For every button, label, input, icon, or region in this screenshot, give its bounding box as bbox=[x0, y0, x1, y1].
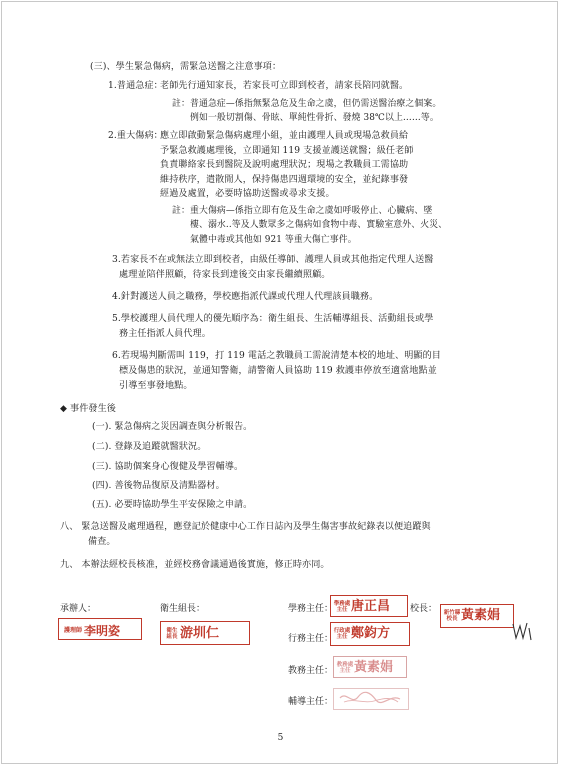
item5-line1: 5.學校護理人員代理人的優先順序為：衛生組長、生活輔導組長、活動組長或學 bbox=[112, 314, 434, 324]
principal-label: 校長： bbox=[410, 604, 438, 614]
item4-line1: 4.針對護送人員之職務，學校應指派代課或代理人代理該員職務。 bbox=[112, 292, 379, 302]
organizer-stamp-title: 護理師 bbox=[63, 626, 82, 634]
counseling-stamp bbox=[333, 688, 409, 710]
item2-line5: 經過及處置，必要時協助送醫或尋求支援。 bbox=[160, 189, 335, 199]
admin-affairs-stamp-name: 鄭鈞方 bbox=[351, 625, 391, 641]
item2-line3: 負責聯絡家長到醫院及說明處理狀況；現場之教職員工需協助 bbox=[160, 160, 409, 170]
organizer-stamp bbox=[58, 618, 142, 640]
item2-note-line3: 氣體中毒或其他如 921 等重大傷亡事件。 bbox=[190, 235, 357, 245]
item2-label: 2.重大傷病： bbox=[108, 131, 163, 141]
item1-note-line2: 例如一般切割傷、骨眩、單純性骨折、發燒 38℃以上……等。 bbox=[190, 113, 439, 123]
item5-line2: 務主任指派人員代理。 bbox=[119, 329, 211, 339]
health-leader-stamp-title: 衛生組長 bbox=[166, 627, 178, 640]
principal-signature-scribble bbox=[510, 620, 536, 642]
academic-affairs-stamp-name: 黃素娟 bbox=[354, 659, 394, 675]
item2-note-line1: 重大傷病—係指立即有危及生命之虞如呼吸停止、心臟病、墜 bbox=[190, 206, 433, 216]
item6-line1: 6.若現場判斷需叫 119，打 119 電話之教職員工需說清楚本校的地址、明顯的目 bbox=[112, 351, 441, 361]
organizer-stamp-name: 李明姿 bbox=[84, 623, 121, 638]
item2-line1: 應立即啟動緊急傷病處理小組，並由護理人員或現場急救員給 bbox=[160, 131, 409, 141]
diamond-bullet-icon: ◆ bbox=[60, 404, 68, 414]
admin-affairs-stamp bbox=[330, 622, 410, 646]
item2-note-label: 註： bbox=[172, 206, 190, 216]
item3-line1: 3.若家長不在或無法立即到校者，由級任導師、護理人員或其他指定代理人送醫 bbox=[112, 255, 434, 265]
after-item-1: (一). 緊急傷病之災因調查與分析報告。 bbox=[92, 422, 253, 432]
student-affairs-stamp-name: 唐正昌 bbox=[351, 598, 391, 614]
item2-line4: 維持秩序，遣散閒人，保持傷患四週環境的安全，並紀錄事發 bbox=[160, 175, 409, 185]
student-affairs-label: 學務主任： bbox=[288, 604, 334, 614]
admin-affairs-label: 行務主任： bbox=[288, 634, 334, 644]
section8-line2: 備查。 bbox=[88, 537, 116, 547]
item1-label: 1.普通急症： bbox=[108, 81, 163, 91]
student-affairs-stamp-title: 學務處主任 bbox=[333, 600, 351, 613]
item1-line1: 老師先行通知家長，若家長可立即到校者，請家長陪同就醫。 bbox=[160, 81, 409, 91]
section8-line1: 八、 緊急送醫及處理過程，應登記於健康中心工作日誌內及學生傷害事故紀錄表以便追蹤與 bbox=[60, 522, 431, 532]
section3-heading: (三)、學生緊急傷病，需緊急送醫之注意事項： bbox=[90, 62, 282, 72]
health-leader-stamp bbox=[160, 621, 250, 645]
principal-stamp-title: 新竹縣校長 bbox=[443, 609, 461, 622]
health-leader-label: 衛生組長： bbox=[160, 604, 206, 614]
student-affairs-stamp bbox=[330, 595, 408, 617]
after-heading-row bbox=[60, 404, 116, 415]
after-item-5: (五). 必要時協助學生平安保險之申請。 bbox=[92, 500, 253, 510]
item2-note-line2: 樓、溺水..等及人數眾多之傷病如食物中毒、實驗室意外、火災、 bbox=[190, 220, 448, 230]
counseling-stamp-illegible bbox=[334, 689, 406, 707]
page-number: 5 bbox=[277, 733, 284, 743]
organizer-label: 承辦人： bbox=[60, 604, 97, 614]
principal-stamp bbox=[440, 604, 514, 628]
health-leader-stamp-name: 游圳仁 bbox=[180, 625, 220, 641]
after-heading: 事件發生後 bbox=[70, 404, 117, 414]
item6-line2: 標及傷患的狀況，並通知警衛，請警衛人員協助 119 救護車停放至適當地點並 bbox=[119, 366, 437, 376]
item1-note-line1: 普通急症—係指無緊急危及生命之虞，但仍需送醫治療之個案。 bbox=[190, 99, 442, 109]
academic-affairs-stamp bbox=[333, 656, 407, 678]
item6-line3: 引導至事發地點。 bbox=[119, 381, 193, 391]
after-item-4: (四). 善後物品復原及清點器材。 bbox=[92, 481, 225, 491]
item1-note-label: 註： bbox=[172, 99, 190, 109]
academic-affairs-stamp-title: 教務處主任 bbox=[336, 661, 354, 674]
item2-line2: 予緊急救護處理後，立即通知 119 支援並護送就醫；級任老師 bbox=[160, 146, 414, 156]
academic-affairs-label: 教務主任： bbox=[288, 666, 334, 676]
counseling-label: 輔導主任： bbox=[288, 697, 334, 707]
section9-line1: 九、 本辦法經校長核准，並經校務會議通過後實施，修正時亦同。 bbox=[60, 560, 330, 570]
admin-affairs-stamp-title: 行政處主任 bbox=[333, 627, 351, 640]
principal-stamp-name: 黃素娟 bbox=[461, 607, 501, 623]
after-item-3: (三). 協助個案身心復健及學習輔導。 bbox=[92, 462, 244, 472]
after-item-2: (二). 登錄及追蹤就醫狀況。 bbox=[92, 442, 207, 452]
item3-line2: 處理並陪伴照顧，待家長到達後交由家長繼續照顧。 bbox=[119, 270, 331, 280]
